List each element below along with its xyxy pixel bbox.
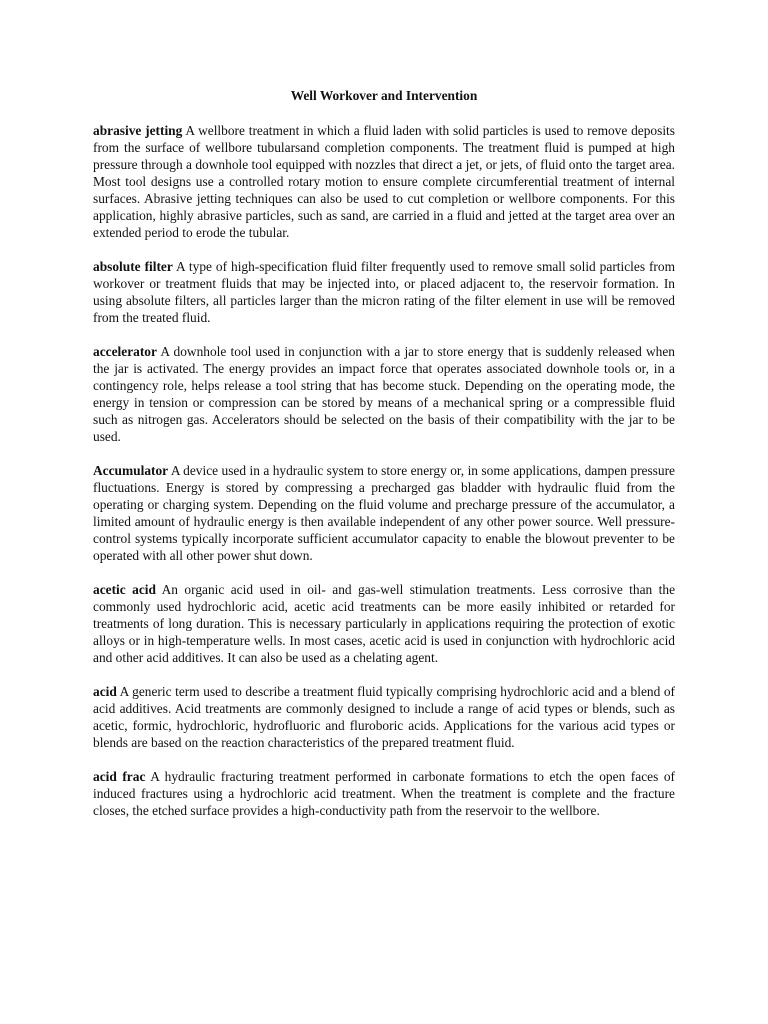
glossary-entry-accelerator (93, 343, 675, 445)
entry-definition: A downhole tool used in conjunction with a jar to store energy that is suddenly released when the jar is activated. The energy provides an impact force that operates associated downhole tools or, in a contingency role, helps release a tool string that has become stuck. Depending on the operating mode, the energy in tension or compression can be stored by means of a mechanical spring or a compressible fluid such as nitrogen gas. Accelerators should be selected on the basis of their compatibility with the jar to be used. (93, 344, 675, 444)
entry-definition: A wellbore treatment in which a fluid laden with solid particles is used to remove deposits from the surface of wellbore tubularsand completion components. The treatment fluid is pumped at high pressure through a downhole tool equipped with nozzles that direct a jet, or jets, of fluid onto the target area. Most tool designs use a controlled rotary motion to ensure complete circumferential treatment of internal surfaces. Abrasive jetting techniques can also be used to cut completion or wellbore components. For this application, highly abrasive particles, such as sand, are carried in a fluid and jetted at the target area over an extended period to erode the tubular. (93, 123, 675, 240)
entry-definition: A hydraulic fracturing treatment performed in carbonate formations to etch the open faces of induced fractures using a hydrochloric acid treatment. When the treatment is complete and the fracture closes, the etched surface provides a high-conductivity path from the reservoir to the wellbore. (93, 769, 675, 818)
entry-definition: A device used in a hydraulic system to store energy or, in some applications, dampen pressure fluctuations. Energy is stored by compressing a precharged gas bladder with hydraulic fluid from the operating or charging system. Depending on the fluid volume and precharge pressure of the accumulator, a limited amount of hydraulic energy is then available independent of any other power source. Well pressure-control systems typically incorporate sufficient accumulator capacity to enable the blowout preventer to be operated with all other power shut down. (93, 463, 675, 563)
glossary-entry-accumulator (93, 462, 675, 564)
glossary-entry-acid (93, 683, 675, 751)
glossary-entry-acid-frac (93, 768, 675, 819)
glossary-entry-absolute-filter (93, 258, 675, 326)
entry-term: accelerator (93, 344, 157, 359)
entry-definition: A type of high-specification fluid filter frequently used to remove small solid particles from workover or treatment fluids that may be injected into, or placed adjacent to, the reservoir formation. In using absolute filters, all particles larger than the micron rating of the filter element in use will be removed from the treated fluid. (93, 259, 676, 325)
document-title: Well Workover and Intervention (290, 88, 478, 103)
document-page (93, 86, 675, 836)
entry-definition: An organic acid used in oil- and gas-well stimulation treatments. Less corrosive than the commonly used hydrochloric acid, acetic acid treatments can be more easily inhibited or retarded for treatments of long duration. This is necessary particularly in applications requiring the protection of exotic alloys or in high-temperature wells. In most cases, acetic acid is used in conjunction with hydrochloric acid and other acid additives. It can also be used as a chelating agent. (93, 582, 676, 665)
entry-term: acetic acid (93, 582, 156, 597)
entry-term: absolute filter (93, 259, 173, 274)
entry-definition: A generic term used to describe a treatment fluid typically comprising hydrochloric acid and a blend of acid additives. Acid treatments are commonly designed to include a range of acid types or blends, such as acetic, formic, hydrochloric, hydrofluoric and fluroboric acids. Applications for the various acid types or blends are based on the reaction characteristics of the prepared treatment fluid. (93, 684, 676, 750)
entry-term: acid (93, 684, 117, 699)
entry-term: Accumulator (93, 463, 169, 478)
glossary-entry-abrasive-jetting (93, 122, 675, 241)
entry-term: acid frac (93, 769, 146, 784)
entry-term: abrasive jetting (93, 123, 183, 138)
glossary-entry-acetic-acid (93, 581, 675, 666)
